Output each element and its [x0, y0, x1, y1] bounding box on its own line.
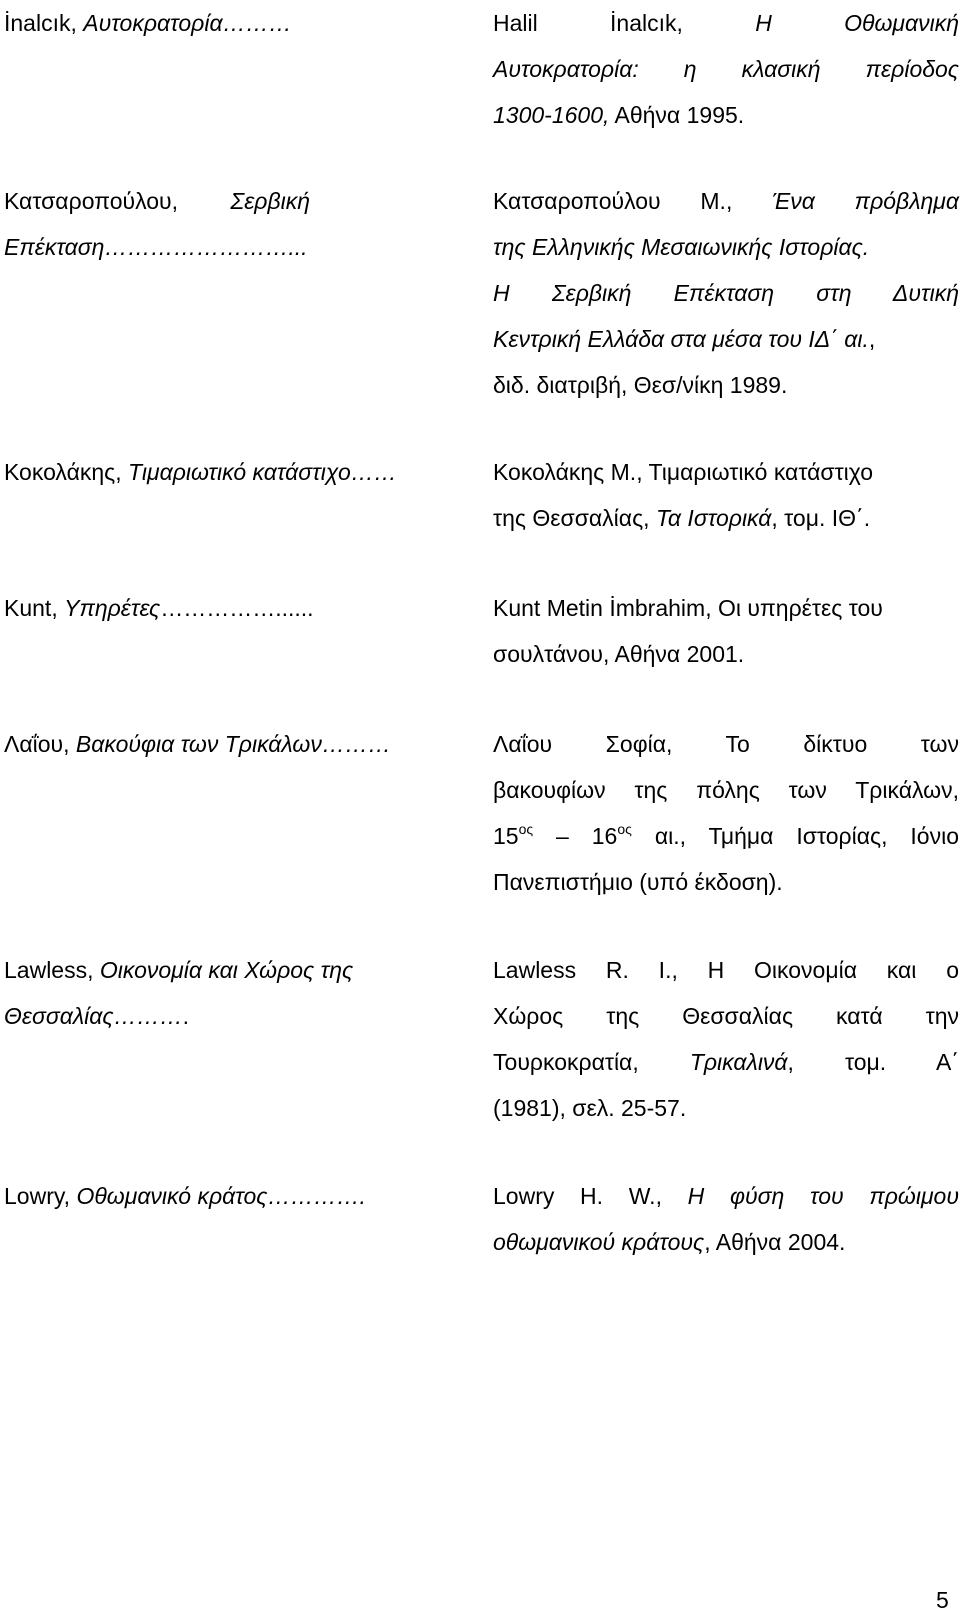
entry-abbreviation: Lowry, Οθωμανικό κράτος………….	[4, 1183, 366, 1209]
entry-abbreviation: Λαΐου, Βακούφια των Τρικάλων………	[4, 731, 391, 757]
entry-full-citation: Κοκολάκης Μ., Τιμαριωτικό κατάστιχο της Θεσσαλίας, Τα Ιστορικά, τομ. ΙΘ΄.	[493, 459, 874, 531]
entry-abbreviation: Lawless, Οικονομία και Χώρος της Θεσσαλίας……….	[4, 957, 354, 1029]
entry-full-citation: Lawless R. I., Η Οικονομία και ο Χώρος της Θεσσαλίας κατά την Τουρκοκρατία, Τρικαλινά, τομ. Α΄ (1981), σελ. 25-57.	[493, 957, 959, 1121]
entry-abbreviation: Κατσαροπούλου, Σερβική Επέκταση……………………...	[4, 188, 310, 260]
entry-full-citation: Kunt Metin İmbrahim, Οι υπηρέτες του σουλτάνου, Αθήνα 2001.	[493, 595, 883, 667]
entry-abbreviation: Κοκολάκης, Τιμαριωτικό κατάστιχο……	[4, 459, 397, 485]
entry-full-citation: Κατσαροπούλου Μ., Ένα πρόβλημα της Ελληνικής Μεσαιωνικής Ιστορίας. Η Σερβική Επέκταση στη Δυτική Κεντρική Ελλάδα στα μέσα του ΙΔ΄ αι., διδ. διατριβή, Θεσ/νίκη 1989.	[493, 188, 959, 398]
entry-abbreviation: İnalcık, Αυτοκρατορία………	[4, 10, 292, 36]
entry-full-citation: Halil İnalcık, Η Οθωμανική Αυτοκρατορία: η κλασική περίοδος 1300-1600, Αθήνα 1995.	[493, 10, 959, 128]
entry-full-citation: Λαΐου Σοφία, Το δίκτυο των βακουφίων της πόλης των Τρικάλων, $15^{o\varsigma} - 16^{o\varsigma}$ αι., Τμήμα Ιστορίας, Ιόνιο Πανεπιστήμιο (υπό έκδοση).	[493, 731, 959, 895]
entry-abbreviation: Kunt, Υπηρέτες……………......	[4, 595, 314, 621]
entry-full-citation: Lowry H. W., Η φύση του πρώιμου οθωμανικού κράτους, Αθήνα 2004.	[493, 1183, 959, 1255]
page-number: 5	[936, 1587, 949, 1613]
